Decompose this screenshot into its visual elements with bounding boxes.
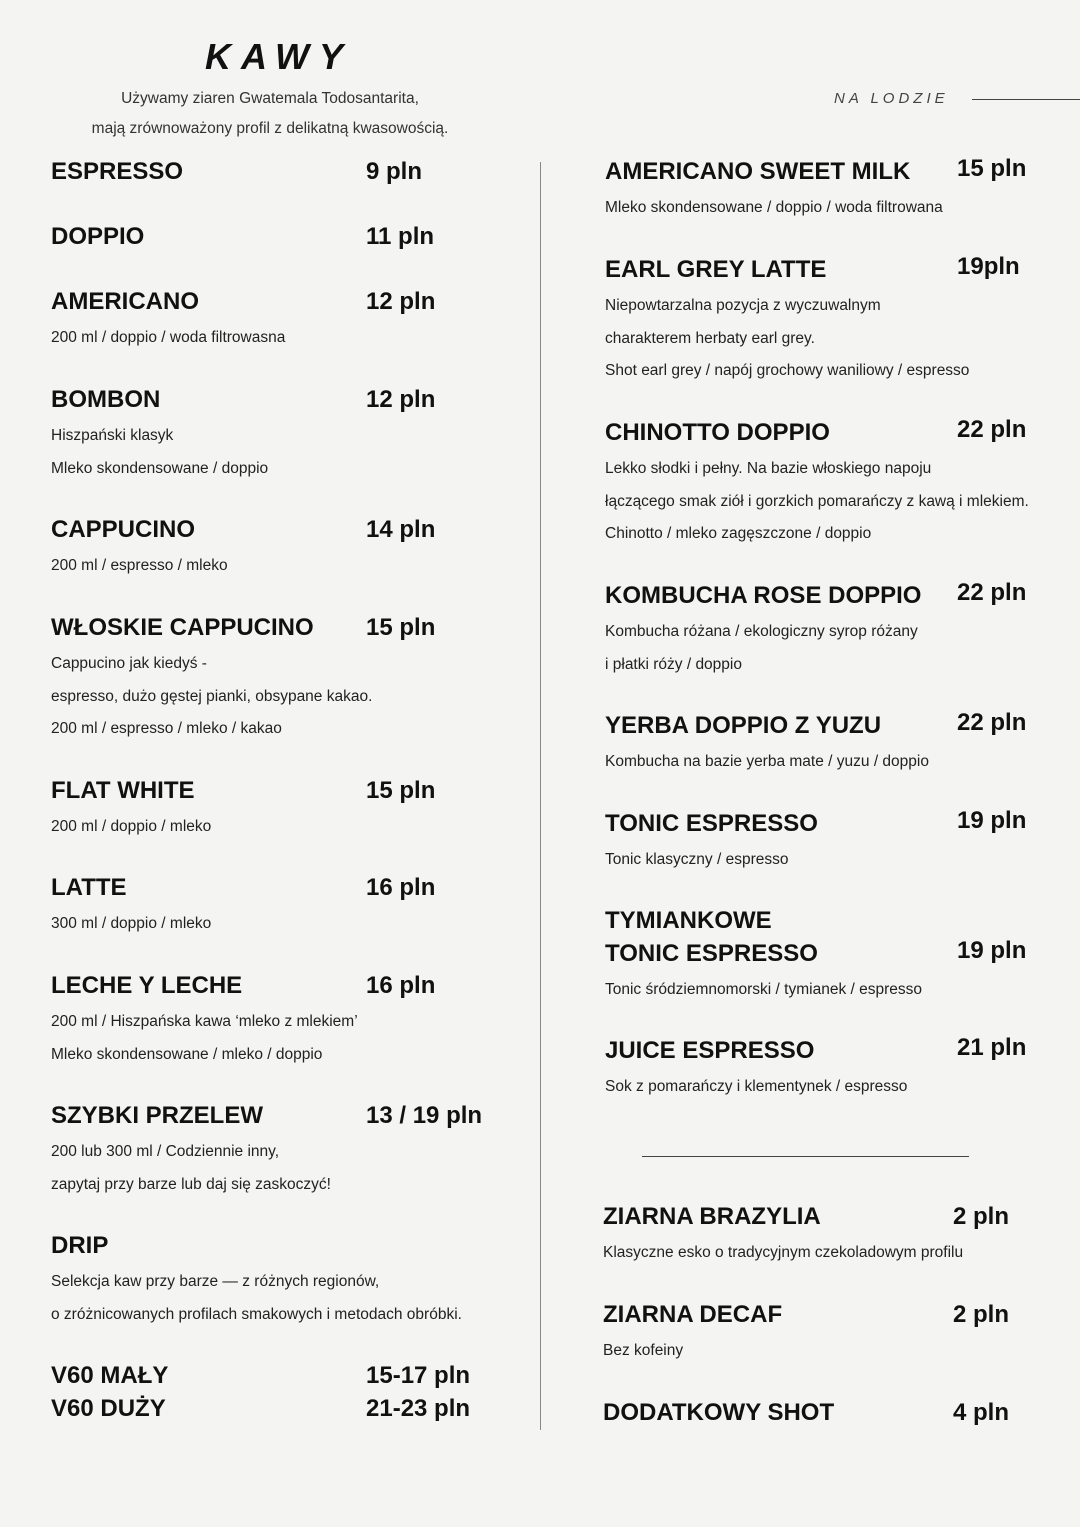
item-price: 16 pln <box>366 972 436 999</box>
item-name: LECHE Y LECHE <box>51 972 243 999</box>
menu-item-dodatkowy-shot <box>603 1398 1068 1428</box>
menu-item-americano-sweet-milk <box>605 157 1070 225</box>
item-description <box>605 453 1070 551</box>
item-price: 12 pln <box>366 386 436 413</box>
description-line: espresso, dużo gęstej pianki, obsypane kakao. <box>51 687 373 705</box>
menu-item-leche-y-leche <box>51 971 531 1071</box>
menu-item-flat-white <box>51 776 531 844</box>
description-line: Mleko skondensowane / doppio / woda filtrowana <box>605 199 943 216</box>
menu-item-v60-duzy <box>51 1394 531 1424</box>
item-name: AMERICANO SWEET MILK <box>605 158 911 185</box>
intro-line: Używamy ziaren Gwatemala Todosantarita, <box>121 90 419 107</box>
description-line: Lekko słodki i pełny. Na bazie włoskiego napoju <box>605 460 932 477</box>
item-description <box>605 844 1070 877</box>
item-description <box>51 1006 531 1071</box>
item-description <box>603 1237 1068 1270</box>
menu-item-kombucha-rose-doppio <box>605 581 1070 681</box>
menu-item-cappucino <box>51 515 531 583</box>
item-description <box>51 811 531 844</box>
item-name: TYMIANKOWE <box>605 907 772 934</box>
item-price: 12 pln <box>366 288 436 315</box>
item-name: YERBA DOPPIO Z YUZU <box>605 712 882 739</box>
item-price: 15 pln <box>366 614 436 641</box>
item-price: 9 pln <box>366 158 423 185</box>
iced-section-label: NA LODZIE <box>834 90 949 107</box>
description-line: Mleko skondensowane / doppio <box>51 459 269 477</box>
item-description <box>51 550 531 583</box>
item-description <box>605 746 1070 779</box>
menu-item-szybki-przelew <box>51 1101 531 1201</box>
description-line: łączącego smak ziół i gorzkich pomarańczy z kawą i mlekiem. <box>605 492 1029 510</box>
item-price: 11 pln <box>366 223 435 250</box>
item-price: 22 pln <box>957 416 1027 443</box>
item-name: V60 DUŻY <box>51 1395 166 1422</box>
description-line: Chinotto / mleko zagęszczone / doppio <box>605 525 872 542</box>
description-line: Tonic klasyczny / espresso <box>605 851 789 868</box>
item-price: 21 pln <box>957 1034 1027 1061</box>
item-name: ZIARNA BRAZYLIA <box>603 1203 821 1230</box>
item-description <box>605 974 1070 1007</box>
item-name: ESPRESSO <box>51 158 184 185</box>
item-name: DODATKOWY SHOT <box>603 1399 835 1426</box>
item-price: 22 pln <box>957 709 1027 736</box>
item-name: EARL GREY LATTE <box>605 256 827 283</box>
item-name: KOMBUCHA ROSE DOPPIO <box>605 582 922 609</box>
menu-item-bombon <box>51 385 531 485</box>
item-name: ZIARNA DECAF <box>603 1301 783 1328</box>
item-description <box>603 1335 1068 1368</box>
item-description <box>51 322 531 355</box>
item-price: 15-17 pln <box>366 1362 471 1389</box>
item-description <box>51 1266 531 1331</box>
menu-item-juice-espresso <box>605 1036 1070 1104</box>
intro-line: mają zrównoważony profil z delikatną kwasowością. <box>91 120 449 137</box>
item-price: 13 / 19 pln <box>366 1102 483 1129</box>
menu-item-wloskie-cappucino <box>51 613 531 746</box>
menu-item-latte <box>51 873 531 941</box>
page-title: KAWY <box>205 36 353 77</box>
item-price: 19 pln <box>957 937 1027 964</box>
intro-text <box>50 84 490 144</box>
description-line: Selekcja kaw przy barze — z różnych regionów, <box>51 1273 380 1290</box>
item-price: 15 pln <box>957 155 1027 182</box>
description-line: Kombucha na bazie yerba mate / yuzu / doppio <box>605 753 929 770</box>
item-name: TONIC ESPRESSO <box>605 810 818 837</box>
menu-item-drip <box>51 1231 531 1331</box>
column-divider <box>540 162 541 1430</box>
menu-item-americano <box>51 287 531 355</box>
description-line: 200 ml / espresso / mleko / kakao <box>51 720 282 737</box>
item-price: 2 pln <box>953 1203 1010 1230</box>
item-description <box>51 1136 531 1201</box>
extras-divider <box>642 1156 969 1157</box>
menu-item-v60-maly <box>51 1361 531 1391</box>
item-name: BOMBON <box>51 386 161 413</box>
item-price: 22 pln <box>957 579 1027 606</box>
description-line: 200 ml / Hiszpańska kawa ‘mleko z mlekiem’ <box>51 1013 358 1030</box>
description-line: Niepowtarzalna pozycja z wyczuwalnym <box>605 297 881 314</box>
item-price: 19 pln <box>957 807 1027 834</box>
menu-item-espresso <box>51 157 531 187</box>
description-line: zapytaj przy barze lub daj się zaskoczyć! <box>51 1175 331 1193</box>
item-price: 21-23 pln <box>366 1395 471 1422</box>
item-name: CHINOTTO DOPPIO <box>605 419 830 446</box>
description-line: Sok z pomarańczy i klementynek / espresso <box>605 1078 908 1095</box>
item-price: 15 pln <box>366 777 436 804</box>
menu-item-doppio <box>51 222 531 252</box>
description-line: 200 ml / doppio / mleko <box>51 818 212 835</box>
menu-item-ziarna-decaf <box>603 1300 1068 1368</box>
item-description <box>51 908 531 941</box>
iced-section-rule <box>972 99 1080 100</box>
item-description <box>605 192 1070 225</box>
description-line: Tonic śródziemnomorski / tymianek / espresso <box>605 981 923 998</box>
item-description <box>605 1071 1070 1104</box>
description-line: Mleko skondensowane / mleko / doppio <box>51 1045 323 1063</box>
description-line: i płatki róży / doppio <box>605 655 742 673</box>
item-name: DOPPIO <box>51 223 145 250</box>
menu-item-tymiankowe-tonic-espresso <box>605 906 1070 1007</box>
description-line: Klasyczne esko o tradycyjnym czekoladowym profilu <box>603 1244 964 1261</box>
item-price: 19pln <box>957 253 1020 280</box>
description-line: o zróżnicowanych profilach smakowych i metodach obróbki. <box>51 1305 462 1323</box>
item-name: FLAT WHITE <box>51 777 195 804</box>
description-line: Bez kofeiny <box>603 1342 684 1359</box>
item-name: JUICE ESPRESSO <box>605 1037 815 1064</box>
item-name-line2: TONIC ESPRESSO <box>605 940 818 967</box>
description-line: Shot earl grey / napój grochowy waniliowy / espresso <box>605 362 970 379</box>
description-line: charakterem herbaty earl grey. <box>605 329 815 347</box>
item-name: DRIP <box>51 1232 109 1259</box>
menu-item-tonic-espresso <box>605 809 1070 877</box>
description-line: Kombucha różana / ekologiczny syrop różany <box>605 623 918 640</box>
item-name: WŁOSKIE CAPPUCINO <box>51 614 314 641</box>
description-line: 300 ml / doppio / mleko <box>51 915 212 932</box>
item-name: LATTE <box>51 874 127 901</box>
description-line: 200 ml / espresso / mleko <box>51 557 228 574</box>
item-name: SZYBKI PRZELEW <box>51 1102 264 1129</box>
description-line: 200 lub 300 ml / Codziennie inny, <box>51 1143 280 1160</box>
item-description <box>605 616 1070 681</box>
item-price: 2 pln <box>953 1301 1010 1328</box>
menu-item-ziarna-brazylia <box>603 1202 1068 1270</box>
item-name: CAPPUCINO <box>51 516 196 543</box>
item-description <box>51 648 531 746</box>
description-line: Cappucino jak kiedyś - <box>51 655 207 672</box>
item-price: 14 pln <box>366 516 436 543</box>
item-description <box>605 290 1070 388</box>
menu-item-earl-grey-latte <box>605 255 1070 388</box>
menu-item-chinotto-doppio <box>605 418 1070 551</box>
item-description <box>51 420 531 485</box>
menu-item-yerba-doppio-z-yuzu <box>605 711 1070 779</box>
description-line: 200 ml / doppio / woda filtrowasna <box>51 329 286 346</box>
item-name: AMERICANO <box>51 288 199 315</box>
item-price: 4 pln <box>953 1399 1010 1426</box>
item-name: V60 MAŁY <box>51 1362 169 1389</box>
item-price: 16 pln <box>366 874 436 901</box>
description-line: Hiszpański klasyk <box>51 427 174 444</box>
